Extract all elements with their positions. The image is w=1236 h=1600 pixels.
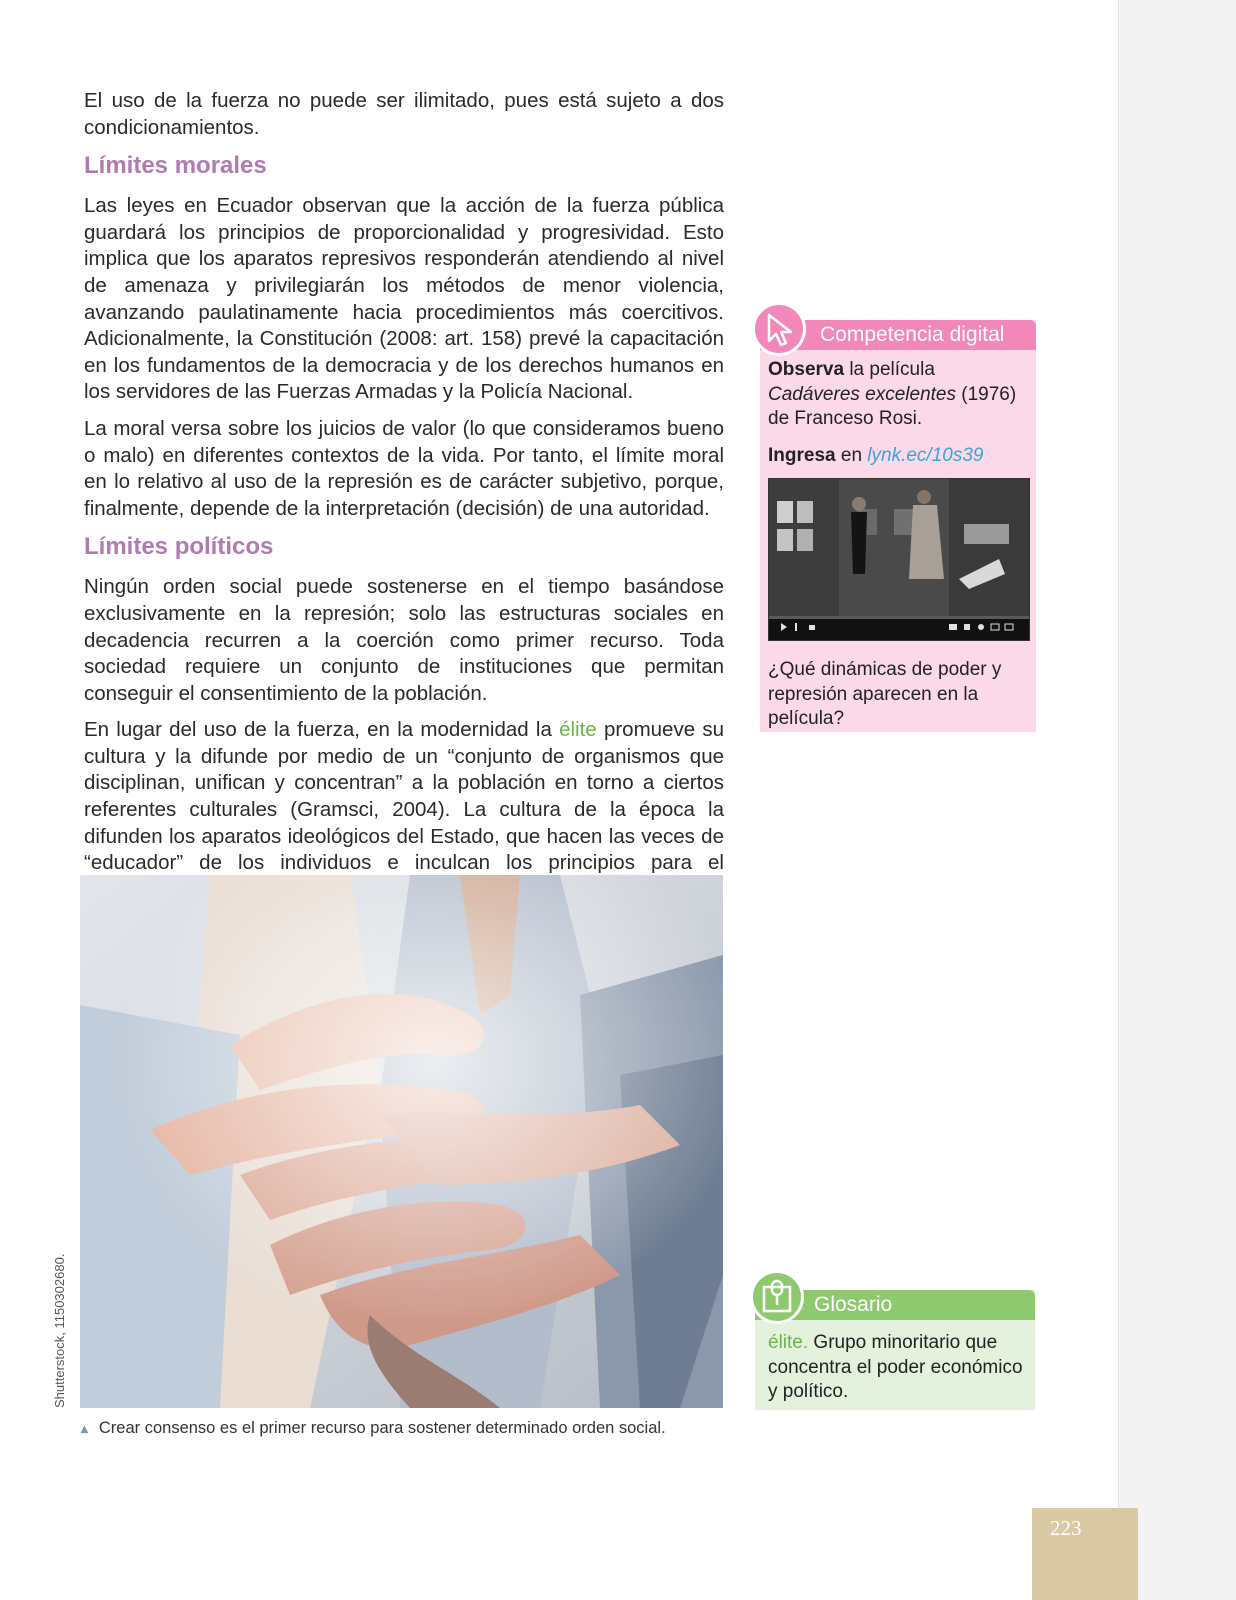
page-edge	[1118, 0, 1236, 1600]
glossary-term-elite[interactable]: élite	[559, 718, 597, 742]
politico-p2-start: En lugar del uso de la fuerza, en la modernidad la	[84, 718, 560, 742]
glosario-title: Glosario	[814, 1293, 893, 1316]
caption-triangle-icon: ▲	[78, 1421, 91, 1436]
competencia-question: ¿Qué dinámicas de poder y represión aparecen en la película?	[768, 659, 1002, 729]
book-icon	[750, 1270, 804, 1324]
main-column	[84, 88, 724, 913]
glosario-term: élite.	[768, 1332, 809, 1353]
observe-text: la película	[844, 359, 935, 380]
competencia-digital-title: Competencia digital	[820, 323, 1005, 346]
observe-line	[768, 358, 1028, 432]
video-player[interactable]	[768, 478, 1030, 641]
ingresa-label: Ingresa	[768, 444, 836, 466]
moral-paragraph-1: Las leyes en Ecuador observan que la acción de la fuerza pública guardará los principios de proporcionalidad y progresividad. Esto implica que los aparatos represivos responderán atendiendo al nivel de amenaza y privilegiarán los métodos de menor violencia, avanzando paulatinamente hacia procedimientos más coercitivos. Adicionalmente, la Constitución (2008: art. 158) prevé la capacitación en los fundamentos de la democracia y de los derechos humanos en los servidores de las Fuerzas Armadas y la Policía Nacional.	[84, 194, 724, 404]
page-number: 223	[1050, 1516, 1082, 1540]
competencia-digital-text	[768, 358, 1028, 480]
moral-paragraph-2: La moral versa sobre los juicios de valor (lo que consideramos bueno o malo) en diferentes contextos de la vida. Por tanto, el límite moral en lo relativo al uso de la represión es de carácter subjetivo, porque, finalmente, depende de la interpretación (decisión) de una autoridad.	[84, 416, 724, 520]
politico-paragraph-1: Ningún orden social puede sostenerse en el tiempo basándose exclusivamente en la represión; solo las estructuras sociales en decadencia recurren a la coerción como primer recurso. Toda sociedad requiere un conjunto de instituciones que permitan conseguir el consentimiento de la población.	[84, 575, 724, 705]
photo-credit: Shutterstock, 1150302680.	[52, 1253, 67, 1408]
ingresa-line	[768, 444, 1028, 469]
heading-limites-politicos: Límites políticos	[84, 533, 274, 561]
cursor-icon	[752, 302, 806, 356]
politico-p2-end: promueve su cultura y la difunde por medio de un “conjunto de organismos que disciplinan, unifican y concentran” a la población en torno a ciertos referentes culturales (Gramsci, 2004). La cultura de la época la difunden los aparatos ideológicos del Estado, que hacen las veces de “educador” de los individuos e inculcan los principios para el	[84, 718, 724, 875]
page-number-tab	[1032, 1508, 1138, 1600]
film-title: Cadáveres excelentes	[768, 383, 956, 405]
hands-stacked-photo	[80, 875, 723, 1408]
caption-text: Crear consenso es el primer recurso para sostener determinado orden social.	[98, 1419, 666, 1437]
ingresa-text: en	[835, 444, 868, 466]
film-rest: (1976) de Franceso Rosi.	[768, 383, 1017, 429]
glosario-definition-text: Grupo minoritario que concentra el poder económico y político.	[768, 1332, 1023, 1402]
observe-label: Observa	[768, 359, 845, 380]
heading-limites-morales: Límites morales	[84, 152, 267, 180]
photo-caption	[78, 1417, 728, 1440]
intro-paragraph: El uso de la fuerza no puede ser ilimitado, pues está sujeto a dos condicionamientos.	[84, 89, 724, 139]
film-link[interactable]: lynk.ec/10s39	[867, 444, 984, 466]
glosario-definition	[768, 1331, 1023, 1405]
